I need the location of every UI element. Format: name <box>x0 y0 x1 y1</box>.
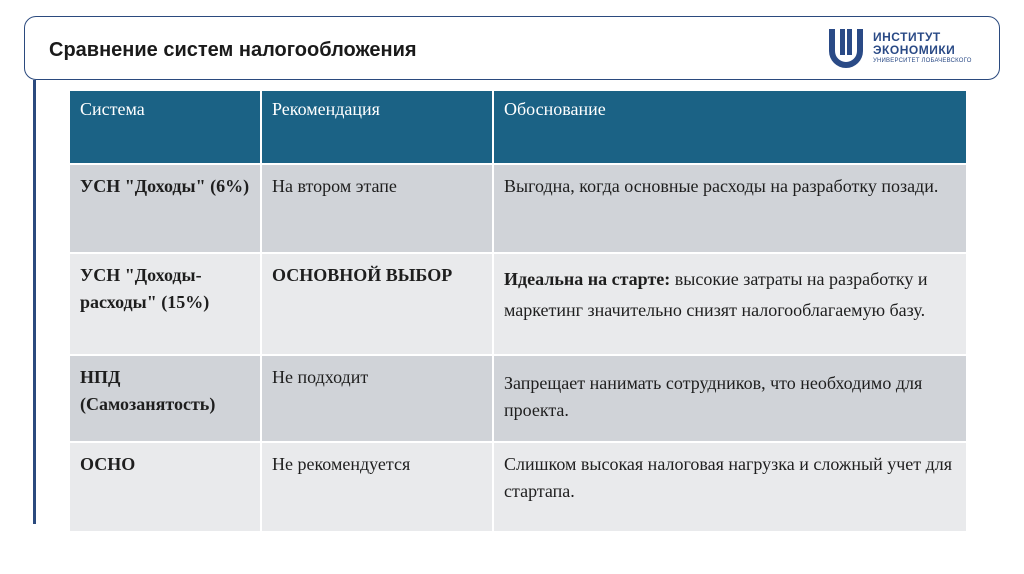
justification-text: Выгодна, когда основные расходы на разработку позади. <box>504 176 939 196</box>
header-system: Система <box>70 91 260 163</box>
cell-system: ОСНО <box>70 443 260 531</box>
tax-comparison-table <box>68 89 968 533</box>
table-row <box>70 443 966 531</box>
justification-text: Запрещает нанимать сотрудников, что необходимо для проекта. <box>504 373 923 420</box>
cell-recommendation: На втором этапе <box>262 165 492 252</box>
cell-system: НПД (Самозанятость) <box>70 356 260 441</box>
table-row <box>70 165 966 252</box>
cell-justification <box>494 165 966 252</box>
institute-logo <box>825 23 989 73</box>
cell-recommendation: Не подходит <box>262 356 492 441</box>
cell-justification <box>494 254 966 354</box>
cell-system: УСН "Доходы-расходы" (15%) <box>70 254 260 354</box>
table-row <box>70 356 966 441</box>
cell-justification <box>494 356 966 441</box>
unn-logo-icon <box>825 25 867 71</box>
table-header-row <box>70 91 966 163</box>
page-title: Сравнение систем налогообложения <box>49 39 417 61</box>
justification-text: высокие затраты на разработку и маркетинг значительно снизят налогооблагаемую базу. <box>504 269 928 320</box>
table-row <box>70 254 966 354</box>
slide-header <box>24 16 1000 80</box>
cell-system: УСН "Доходы" (6%) <box>70 165 260 252</box>
side-rule <box>33 80 36 524</box>
logo-line-3: УНИВЕРСИТЕТ ЛОБАЧЕВСКОГО <box>873 58 972 65</box>
logo-line-1: ИНСТИТУТ <box>873 30 941 45</box>
header-justification: Обоснование <box>494 91 966 163</box>
cell-recommendation: ОСНОВНОЙ ВЫБОР <box>262 254 492 354</box>
cell-justification <box>494 443 966 531</box>
justification-emphasis: Идеальна на старте: <box>504 269 671 289</box>
logo-text <box>873 31 972 64</box>
header-recommendation: Рекомендация <box>262 91 492 163</box>
justification-text: Слишком высокая налоговая нагрузка и сложный учет для стартапа. <box>504 454 953 501</box>
logo-line-2: ЭКОНОМИКИ <box>873 42 956 57</box>
cell-recommendation: Не рекомендуется <box>262 443 492 531</box>
